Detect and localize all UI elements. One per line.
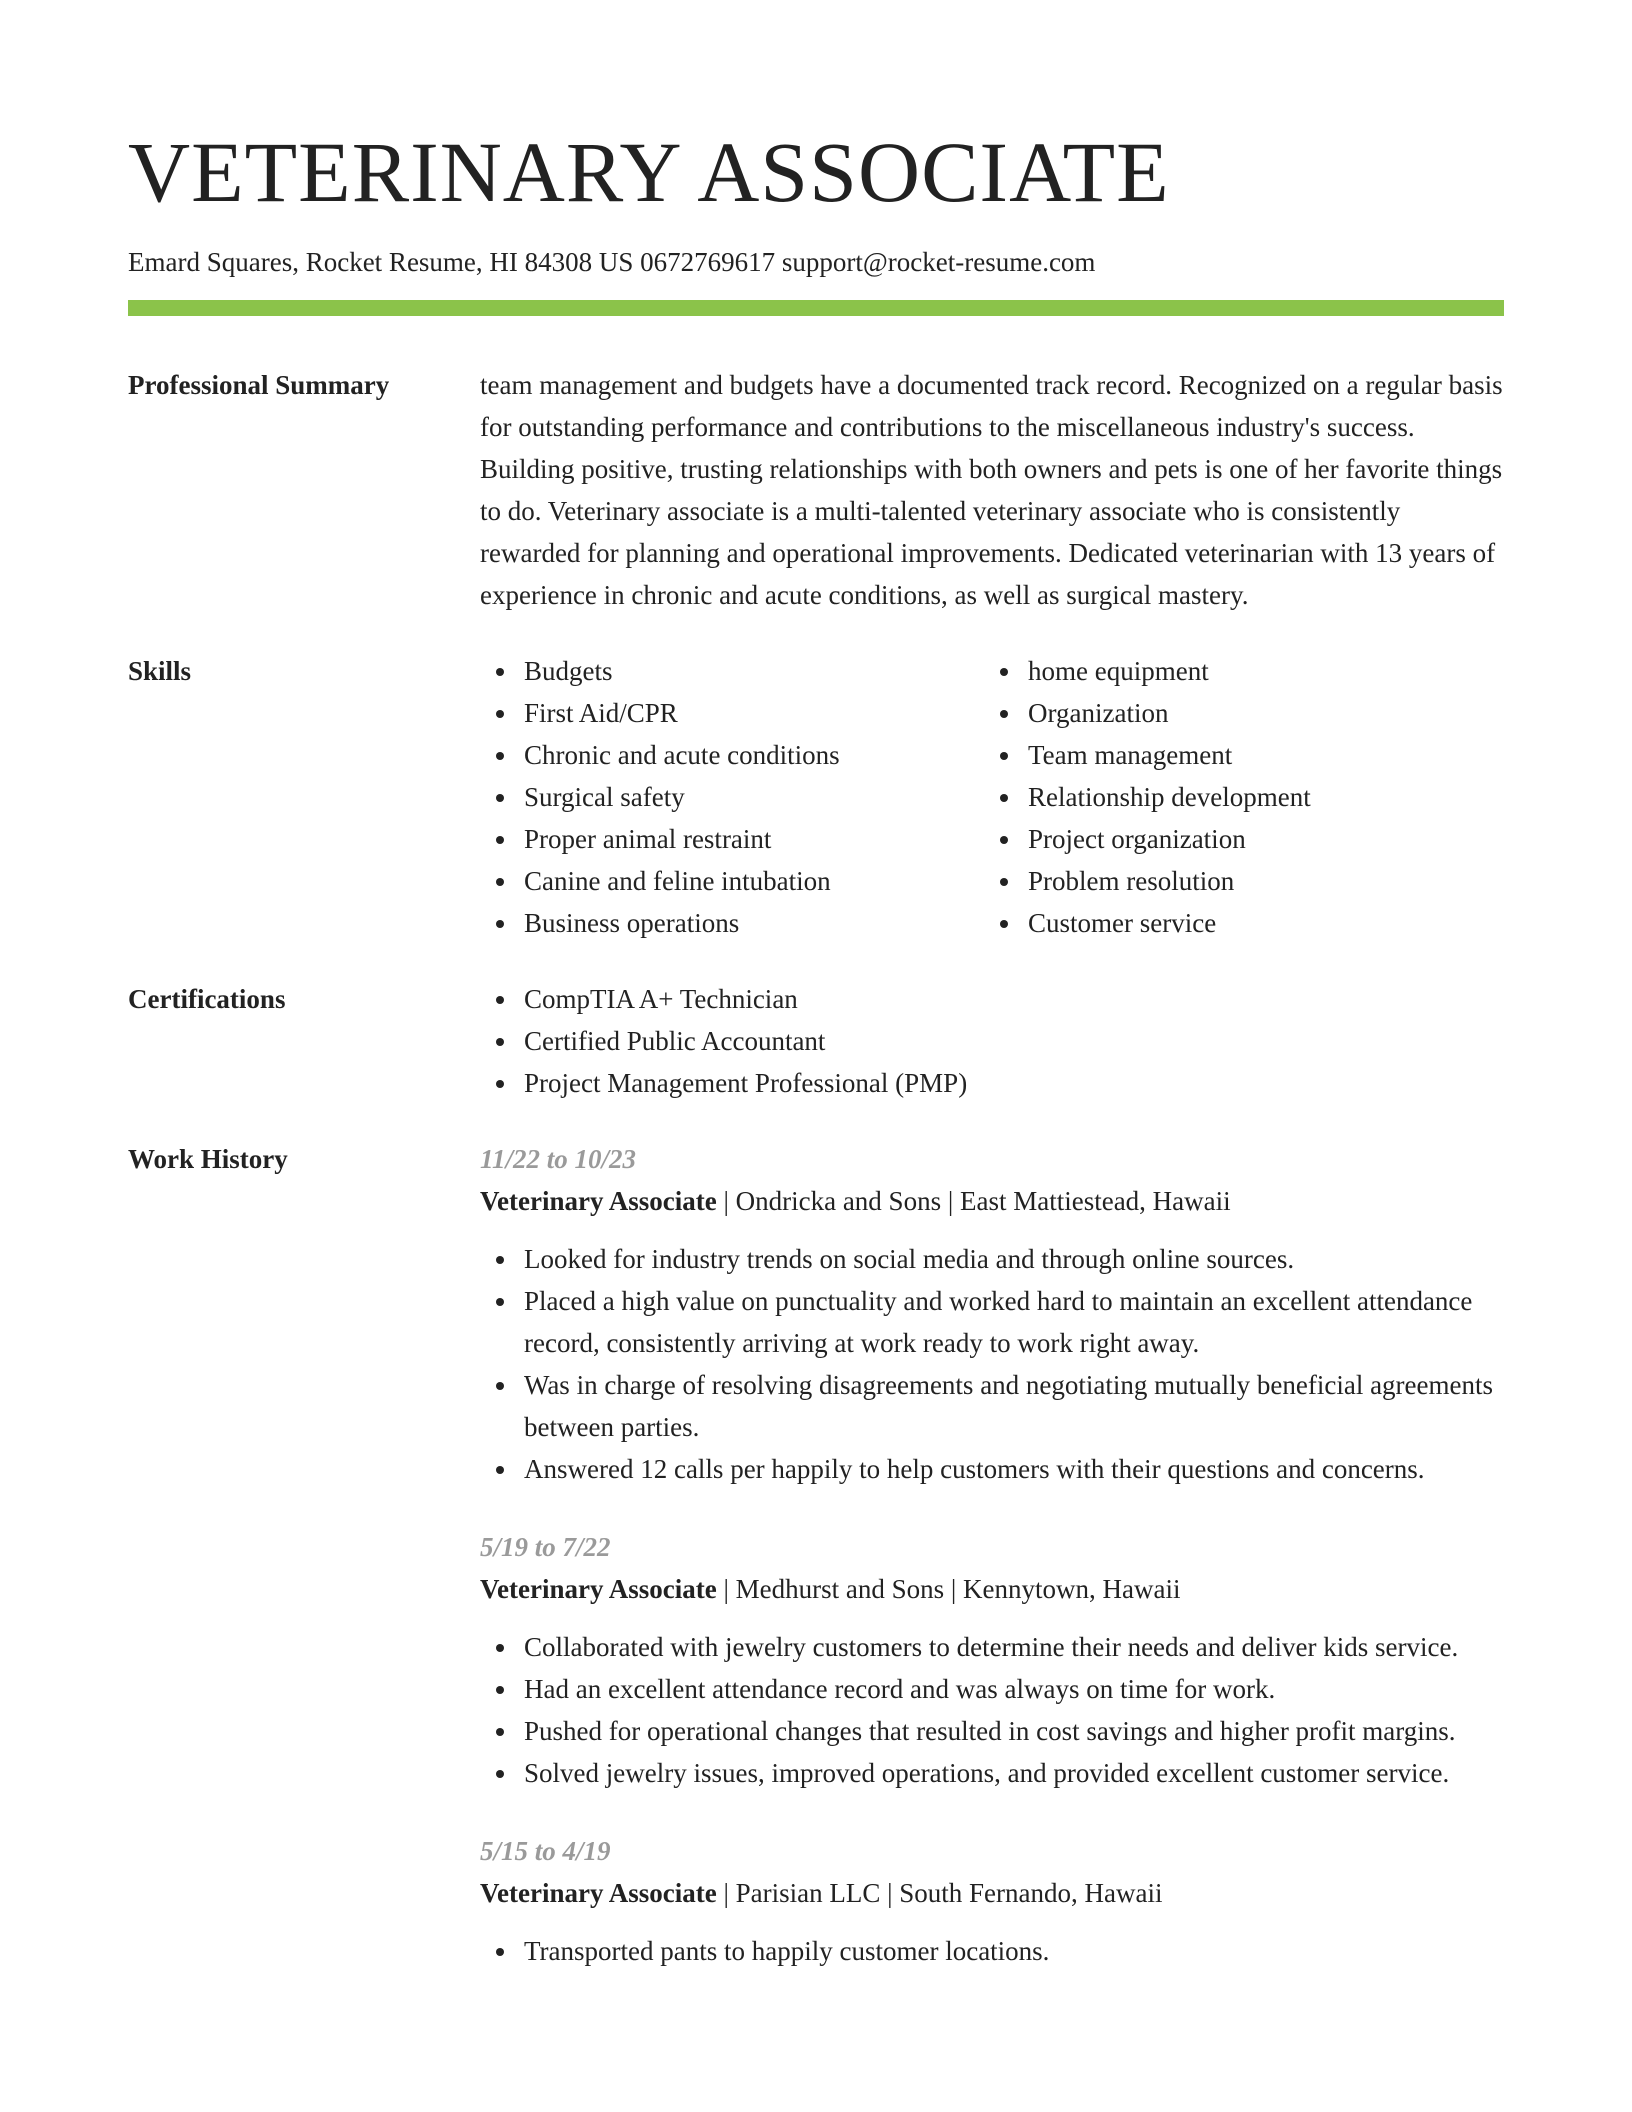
job-title: Veterinary Associate — [480, 1878, 717, 1908]
work-history-section — [128, 1138, 1504, 1972]
skills-list-right — [984, 650, 1488, 944]
job-details: | Parisian LLC | South Fernando, Hawaii — [716, 1878, 1163, 1908]
job-title: Veterinary Associate — [480, 1574, 717, 1604]
certifications-list — [480, 978, 1504, 1104]
job-bullet: Placed a high value on punctuality and worked hard to maintain an excellent attendance record, consistently arriving at work ready to work right away. — [480, 1280, 1504, 1364]
skills-section — [128, 650, 1504, 944]
skill-item: Organization — [984, 692, 1488, 734]
skill-item: Business operations — [480, 902, 984, 944]
skill-item: Relationship development — [984, 776, 1488, 818]
skills-columns — [480, 650, 1504, 944]
job-dates: 5/19 to 7/22 — [480, 1532, 611, 1562]
skill-item: Team management — [984, 734, 1488, 776]
job-entry — [480, 1526, 1504, 1794]
job-details: | Medhurst and Sons | Kennytown, Hawaii — [716, 1574, 1181, 1604]
skill-item: First Aid/CPR — [480, 692, 984, 734]
job-bullet: Had an excellent attendance record and was always on time for work. — [480, 1668, 1504, 1710]
job-entry — [480, 1830, 1504, 1972]
certification-item: Certified Public Accountant — [480, 1020, 1504, 1062]
section-label-summary: Professional Summary — [128, 370, 390, 400]
work-history-body — [480, 1138, 1504, 1972]
header-divider — [128, 300, 1504, 316]
job-bullet: Was in charge of resolving disagreements and negotiating mutually beneficial agreements between parties. — [480, 1364, 1504, 1448]
summary-section — [128, 364, 1504, 616]
job-heading — [480, 1180, 1504, 1222]
skill-item: Project organization — [984, 818, 1488, 860]
job-bullet: Looked for industry trends on social media and through online sources. — [480, 1238, 1504, 1280]
certification-item: Project Management Professional (PMP) — [480, 1062, 1504, 1104]
job-bullet: Transported pants to happily customer locations. — [480, 1930, 1504, 1972]
job-heading — [480, 1872, 1504, 1914]
skill-item: Budgets — [480, 650, 984, 692]
skill-item: Chronic and acute conditions — [480, 734, 984, 776]
job-entry — [480, 1138, 1504, 1490]
resume-name: VETERINARY ASSOCIATE — [128, 124, 1170, 220]
job-dates: 5/15 to 4/19 — [480, 1836, 611, 1866]
summary-text: team management and budgets have a documented track record. Recognized on a regular basis for outstanding performance and contributions to the miscellaneous industry's success. Building positive, trusting relationships with both owners and pets is one of her favorite things to do. Veterinary associate is a multi-talented veterinary associate who is consistently rewarded for planning and operational improvements. Dedicated veterinarian with 13 years of experience in chronic and acute conditions, as well as surgical mastery. — [480, 370, 1503, 610]
job-bullet: Answered 12 calls per happily to help customers with their questions and concerns. — [480, 1448, 1504, 1490]
section-label-certifications: Certifications — [128, 984, 286, 1014]
skill-item: Problem resolution — [984, 860, 1488, 902]
job-bullets — [480, 1626, 1504, 1794]
resume-page — [128, 120, 1504, 1972]
skill-item: home equipment — [984, 650, 1488, 692]
certifications-section — [128, 978, 1504, 1104]
skill-item: Canine and feline intubation — [480, 860, 984, 902]
job-bullets — [480, 1238, 1504, 1490]
job-bullet: Pushed for operational changes that resulted in cost savings and higher profit margins. — [480, 1710, 1504, 1752]
job-dates: 11/22 to 10/23 — [480, 1144, 637, 1174]
job-bullet: Collaborated with jewelry customers to determine their needs and deliver kids service. — [480, 1626, 1504, 1668]
section-label-work-history: Work History — [128, 1144, 288, 1174]
contact-line: Emard Squares, Rocket Resume, HI 84308 US 0672769617 support@rocket-resume.com — [128, 247, 1096, 277]
certification-item: CompTIA A+ Technician — [480, 978, 1504, 1020]
skill-item: Customer service — [984, 902, 1488, 944]
section-label-skills: Skills — [128, 656, 192, 686]
skill-item: Surgical safety — [480, 776, 984, 818]
certifications-body — [480, 978, 1504, 1104]
job-details: | Ondricka and Sons | East Mattiestead, Hawaii — [716, 1186, 1231, 1216]
job-bullets — [480, 1930, 1504, 1972]
job-bullet: Solved jewelry issues, improved operations, and provided excellent customer service. — [480, 1752, 1504, 1794]
skill-item: Proper animal restraint — [480, 818, 984, 860]
job-heading — [480, 1568, 1504, 1610]
job-title: Veterinary Associate — [480, 1186, 717, 1216]
skills-list-left — [480, 650, 984, 944]
